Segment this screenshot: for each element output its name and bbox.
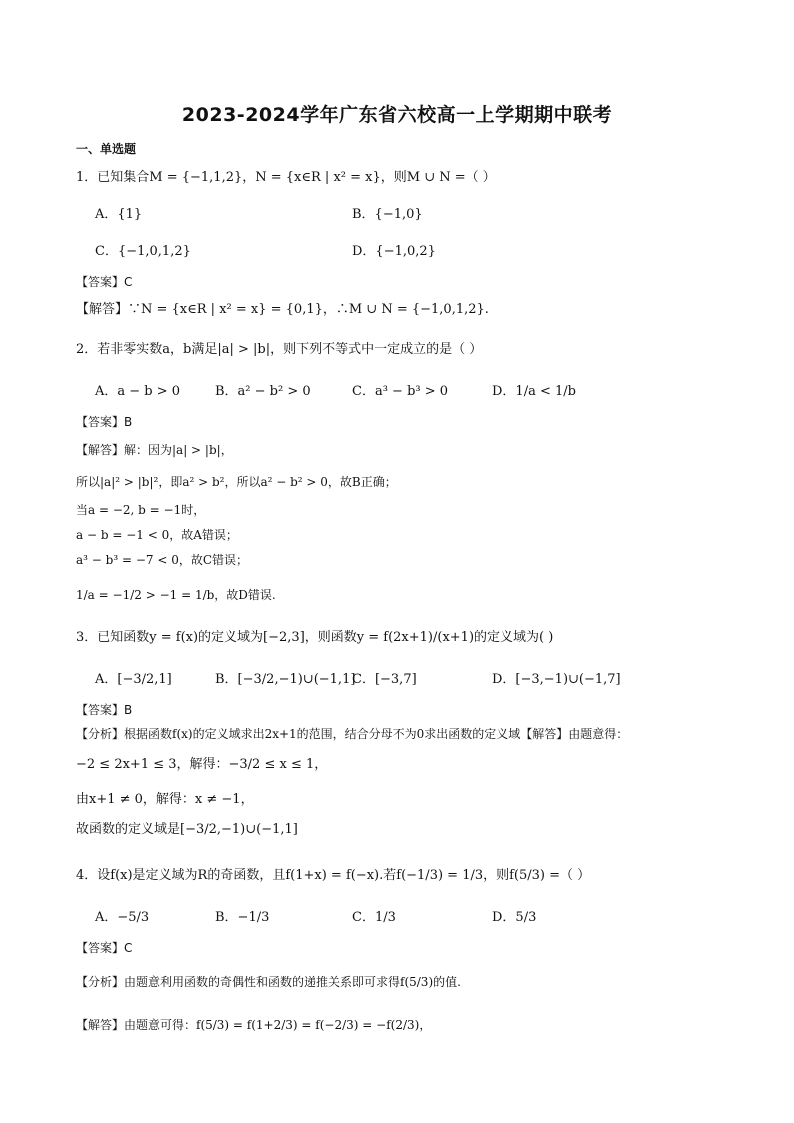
q3-option-c: C．[−3,7] bbox=[352, 672, 417, 687]
q2-option-c: C．a³ − b³ > 0 bbox=[352, 384, 449, 399]
q2-solution-line-2: 所以|a|² > |b|²，即a² > b²，所以a² − b² > 0，故B正确； bbox=[76, 475, 397, 489]
q3-answer: 【答案】B bbox=[76, 703, 133, 717]
q2-answer: 【答案】B bbox=[76, 415, 133, 429]
q1-option-d: D．{−1,0,2} bbox=[352, 244, 436, 259]
q3-solution-line-4: 故函数的定义域是[−3/2,−1)∪(−1,1] bbox=[76, 822, 298, 837]
q4-option-c: C．1/3 bbox=[352, 910, 396, 925]
q2-solution-line-1: 【解答】解：因为|a| > |b|， bbox=[76, 443, 233, 457]
q3-stem: 3．已知函数y = f(x)的定义域为[−2,3]，则函数y = f(2x+1)/(x+1)的定义域为( ) bbox=[76, 630, 554, 645]
q2-solution-line-5: a³ − b³ = −7 < 0，故C错误； bbox=[76, 553, 249, 567]
q2-solution-line-4: a − b = −1 < 0，故A错误； bbox=[76, 528, 238, 542]
q1-answer: 【答案】C bbox=[76, 275, 133, 289]
q3-option-d: D．[−3,−1)∪(−1,7] bbox=[492, 672, 621, 687]
q2-option-d: D．1/a < 1/b bbox=[492, 384, 576, 399]
q4-analysis: 【分析】由题意利用函数的奇偶性和函数的递推关系即可求得f(5/3)的值. bbox=[76, 975, 461, 989]
q3-solution-line-3: 由x+1 ≠ 0，解得：x ≠ −1， bbox=[76, 792, 254, 807]
q4-option-b: B．−1/3 bbox=[215, 910, 270, 925]
q4-answer: 【答案】C bbox=[76, 941, 133, 955]
q2-solution-line-3: 当a = −2, b = −1时， bbox=[76, 503, 206, 517]
q2-option-a: A．a − b > 0 bbox=[95, 384, 181, 399]
q4-option-d: D．5/3 bbox=[492, 910, 537, 925]
q1-stem: 1．已知集合M = {−1,1,2}，N = {x∈R | x² = x}，则M ∪ N =（ ） bbox=[76, 170, 496, 185]
q1-solution: 【解答】∵N = {x∈R | x² = x} = {0,1}，∴M ∪ N = {−1,0,1,2}. bbox=[76, 302, 489, 317]
q1-option-a: A．{1} bbox=[95, 207, 143, 222]
section-heading: 一、单选题 bbox=[76, 142, 137, 156]
q4-stem: 4．设f(x)是定义域为R的奇函数，且f(1+x) = f(−x).若f(−1/3) = 1/3，则f(5/3) =（ ） bbox=[76, 868, 591, 883]
q3-option-b: B．[−3/2,−1)∪(−1,1] bbox=[215, 672, 356, 687]
q2-stem: 2．若非零实数a，b满足|a| > |b|，则下列不等式中一定成立的是（ ） bbox=[76, 342, 483, 357]
page-title: 2023-2024学年广东省六校高一上学期期中联考 bbox=[181, 104, 613, 126]
q1-option-c: C．{−1,0,1,2} bbox=[95, 244, 191, 259]
q3-solution-line-2: −2 ≤ 2x+1 ≤ 3，解得：−3/2 ≤ x ≤ 1， bbox=[76, 757, 328, 772]
q2-option-b: B．a² − b² > 0 bbox=[215, 384, 311, 399]
q4-option-a: A．−5/3 bbox=[95, 910, 150, 925]
q4-solution: 【解答】由题意可得：f(5/3) = f(1+2/3) = f(−2/3) = −f(2/3)， bbox=[76, 1018, 432, 1032]
q3-solution-line-1: 【分析】根据函数f(x)的定义域求出2x+1的范围，结合分母不为0求出函数的定义域【解答】由题意得： bbox=[76, 727, 629, 741]
q2-solution-line-6: 1/a = −1/2 > −1 = 1/b，故D错误. bbox=[76, 588, 276, 602]
q1-option-b: B．{−1,0} bbox=[352, 207, 423, 222]
q3-option-a: A．[−3/2,1] bbox=[95, 672, 172, 687]
